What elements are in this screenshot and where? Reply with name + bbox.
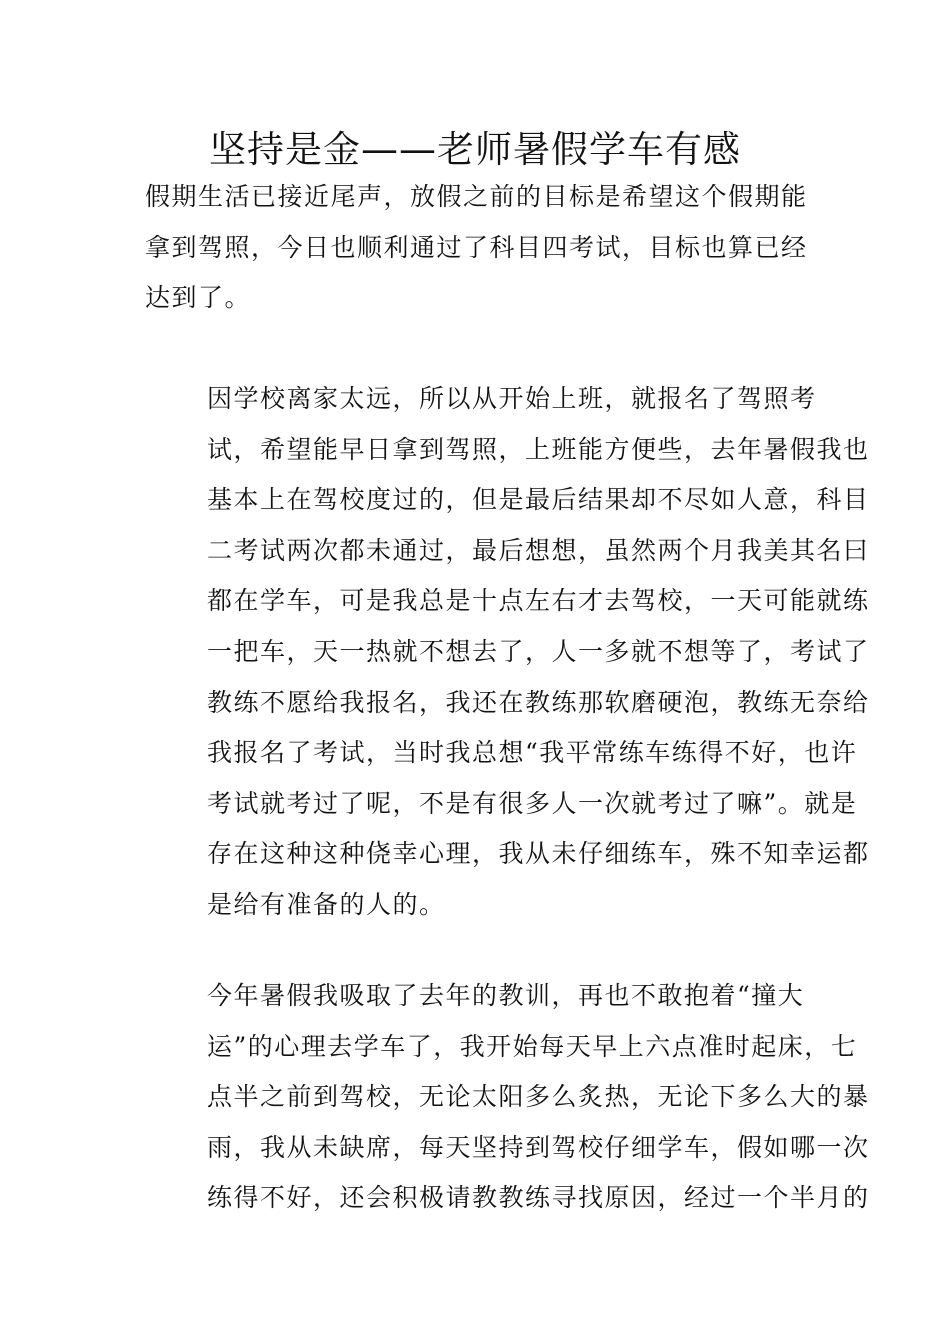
text-line: 点半之前到驾校，无论太阳多么炙热，无论下多么大的暴 [207,1082,870,1112]
text-line: 存在这种这种侥幸心理，我从未仔细练车，殊不知幸运都 [207,839,870,869]
text-line: 基本上在驾校度过的，但是最后结果却不尽如人意，科目 [207,485,870,515]
paragraph-2 [145,374,870,931]
text-line: 运”的心理去学车了，我开始每天早上六点准时起床，七 [207,1031,858,1061]
text-line: 今年暑假我吸取了去年的教训，再也不敢抱着“撞大 [207,981,805,1010]
text-line: 考试就考过了呢，不是有很多人一次就考过了嘛”。就是 [207,788,858,818]
document-title: 坚持是金——老师暑假学车有感 [209,128,741,171]
text-line: 假期生活已接近尾声，放假之前的目标是希望这个假期能 [145,182,808,211]
paragraph-1 [145,172,808,324]
text-line: 二考试两次都未通过，最后想想，虽然两个月我美其名曰 [207,535,870,565]
paragraph-3 [145,971,870,1224]
text-line: 因学校离家太远，所以从开始上班，就报名了驾照考 [207,384,817,413]
text-line: 拿到驾照，今日也顺利通过了科目四考试，目标也算已经 [145,232,808,262]
text-line: 我报名了考试，当时我总想“我平常练车练得不好，也许 [207,738,858,768]
text-line: 达到了。 [145,283,252,313]
text-line: 一把车，天一热就不想去了，人一多就不想等了，考试了 [207,636,870,666]
text-line: 试，希望能早日拿到驾照，上班能方便些，去年暑假我也 [207,434,870,464]
text-line: 都在学车，可是我总是十点左右才去驾校，一天可能就练 [207,586,870,616]
text-line: 教练不愿给我报名，我还在教练那软磨硬泡，教练无奈给 [207,687,870,717]
text-line: 是给有准备的人的。 [207,889,446,919]
text-line: 雨，我从未缺席，每天坚持到驾校仔细学车，假如哪一次 [207,1132,870,1162]
text-line: 练得不好，还会积极请教教练寻找原因，经过一个半月的 [207,1183,870,1213]
